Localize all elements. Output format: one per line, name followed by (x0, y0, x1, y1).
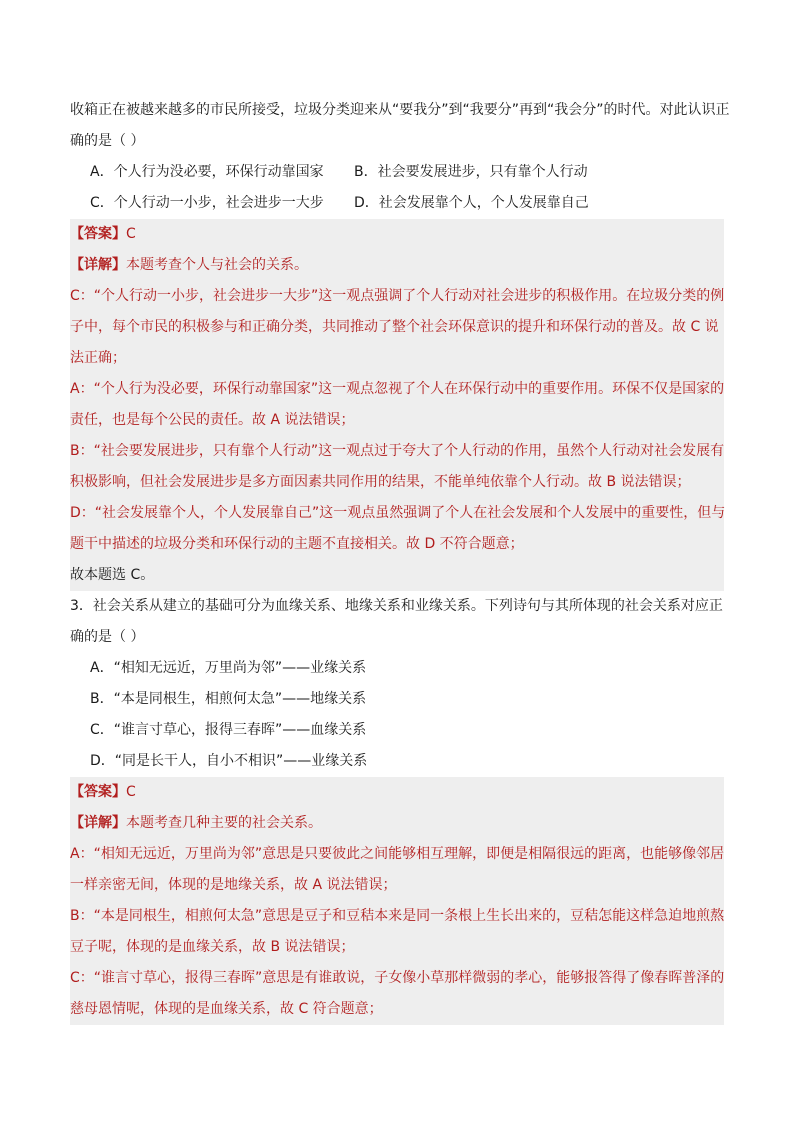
q2-analysis-d-line2: 题干中描述的垃圾分类和环保行动的主题不直接相关。故 D 不符合题意； (70, 536, 524, 552)
q2-analysis-c-line3: 法正确； (70, 350, 126, 366)
q3-analysis-c-line2: 慈母恩情呢，体现的是血缘关系，故 C 符合题意； (70, 1001, 383, 1017)
q3-stem-line2: 确的是（ ） (70, 629, 145, 645)
q2-options-row1 (70, 157, 724, 188)
q2-analysis-c-line2: 子中，每个市民的积极参与和正确分类，共同推动了整个社会环保意识的提升和环保行动的普及。故 C 说 (70, 319, 719, 335)
detail-intro: 本题考查几种主要的社会关系。 (126, 815, 322, 831)
q2-option-a: A．个人行为没必要，环保行动靠国家 (90, 164, 324, 180)
q2-option-b: B．社会要发展进步，只有靠个人行动 (354, 164, 588, 180)
q3-answer-box (70, 777, 724, 1025)
q2-analysis-a-line2: 责任，也是每个公民的责任。故 A 说法错误； (70, 412, 355, 428)
q2-analysis-c-line1: C：“个人行动一小步，社会进步一大步”这一观点强调了个人行动对社会进步的积极作用。在垃圾分类的例 (70, 288, 725, 304)
q3-stem-line1: 3．社会关系从建立的基础可分为血缘关系、地缘关系和业缘关系。下列诗句与其所体现的社会关系对应正 (70, 598, 723, 614)
answer-tag: 【答案】 (70, 784, 126, 800)
q2-analysis-a-line1: A：“个人行为没必要，环保行动靠国家”这一观点忽视了个人在环保行动中的重要作用。环保不仅是国家的 (70, 381, 725, 397)
answer-tag: 【答案】 (70, 226, 126, 242)
q3-analysis-b-line1: B：“本是同根生，相煎何太急”意思是豆子和豆秸本来是同一条根上生长出来的，豆秸怎能这样急迫地煎熬 (70, 908, 725, 924)
q3-analysis-c-line1: C：“谁言寸草心，报得三春晖”意思是有谁敢说，子女像小草那样微弱的孝心，能够报答得了像春晖普泽的 (70, 970, 725, 986)
q2-conclusion: 故本题选 C。 (70, 567, 155, 583)
q2-option-c: C．个人行动一小步，社会进步一大步 (90, 195, 324, 211)
q2-options-row2 (70, 188, 724, 219)
answer-value: C (126, 226, 136, 242)
q3-analysis-a-line2: 一样亲密无间，体现的是地缘关系，故 A 说法错误； (70, 877, 397, 893)
detail-intro: 本题考查个人与社会的关系。 (126, 257, 308, 273)
q2-analysis-b-line2: 积极影响，但社会发展进步是多方面因素共同作用的结果，不能单纯依靠个人行动。故 B 说法错误； (70, 474, 691, 490)
q3-detail (70, 808, 724, 839)
q3-option-b: B．“本是同根生，相煎何太急”——地缘关系 (90, 691, 367, 707)
q2-analysis-b-line1: B：“社会要发展进步，只有靠个人行动”这一观点过于夸大了个人行动的作用，虽然个人行动对社会发展有 (70, 443, 725, 459)
q2-detail (70, 250, 724, 281)
q3-answer (70, 777, 724, 808)
detail-tag: 【详解】 (70, 257, 126, 273)
q2-stem-line1: 收箱正在被越来越多的市民所接受，垃圾分类迎来从“要我分”到“我要分”再到“我会分”的时代。对此认识正 (70, 102, 730, 118)
q3-analysis-a-line1: A：“相知无远近，万里尚为邻”意思是只要彼此之间能够相互理解，即便是相隔很远的距离，也能够像邻居 (70, 846, 725, 862)
q2-analysis-d-line1: D：“社会发展靠个人，个人发展靠自己”这一观点虽然强调了个人在社会发展和个人发展中的重要性，但与 (70, 505, 726, 521)
q3-analysis-b-line2: 豆子呢，体现的是血缘关系，故 B 说法错误； (70, 939, 355, 955)
q2-answer (70, 219, 724, 250)
document-page (70, 95, 730, 1025)
q3-option-c: C．“谁言寸草心，报得三春晖”——血缘关系 (90, 722, 367, 738)
q2-option-d: D．社会发展靠个人，个人发展靠自己 (354, 195, 589, 211)
q2-stem-line2: 确的是（ ） (70, 133, 145, 149)
detail-tag: 【详解】 (70, 815, 126, 831)
q2-answer-box (70, 219, 724, 591)
q3-option-a: A．“相知无远近，万里尚为邻”——业缘关系 (90, 660, 367, 676)
answer-value: C (126, 784, 136, 800)
q3-option-d: D．“同是长干人，自小不相识”——业缘关系 (90, 753, 368, 769)
